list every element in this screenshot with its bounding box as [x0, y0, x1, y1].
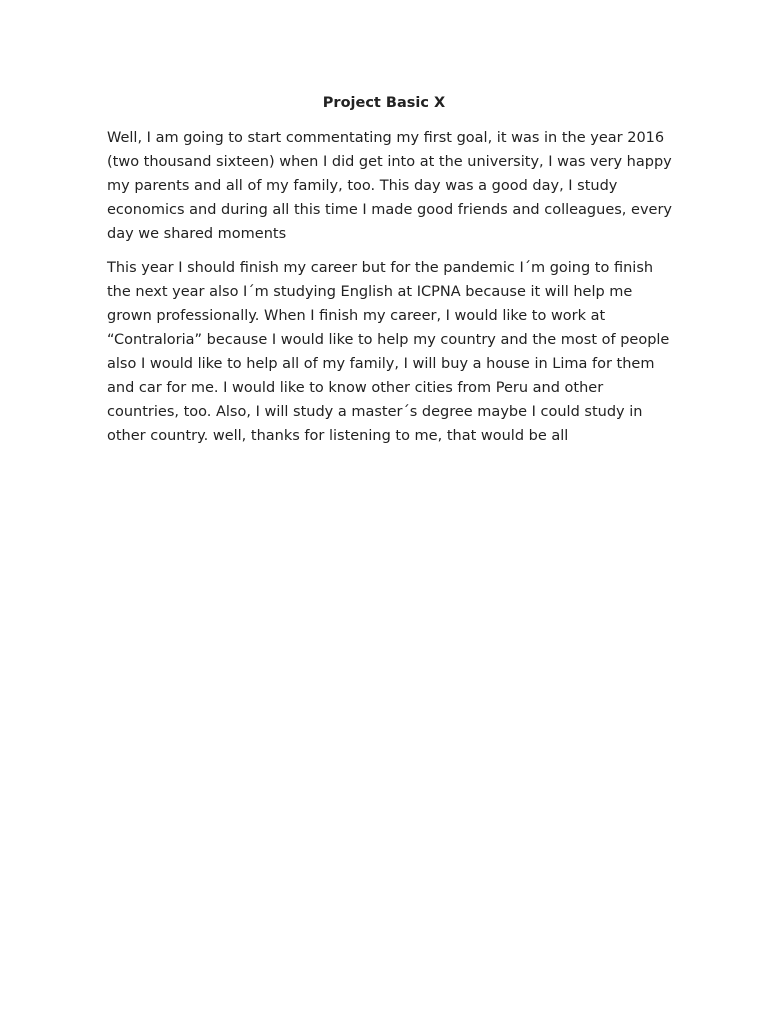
text-line: economics and during all this time I made good friends and colleagues, every [107, 202, 672, 218]
text-line: “Contraloria” because I would like to help my country and the most of people [107, 332, 670, 348]
text-line: my parents and all of my family, too. This day was a good day, I study [107, 178, 618, 194]
paragraph-first-goal [107, 126, 687, 246]
text-line: other country. well, thanks for listening to me, that would be all [107, 428, 569, 444]
document-body [107, 126, 687, 458]
text-line: and car for me. I would like to know other cities from Peru and other [107, 380, 604, 396]
text-line: Well, I am going to start commentating my first goal, it was in the year 2016 [107, 130, 665, 146]
text-line: This year I should finish my career but for the pandemic I´m going to finish [107, 260, 654, 276]
paragraph-future-plans [107, 256, 687, 448]
document-title: Project Basic X [322, 95, 446, 111]
text-line: the next year also I´m studying English at ICPNA because it will help me [107, 284, 633, 300]
text-line: day we shared moments [107, 226, 287, 242]
text-line: also I would like to help all of my family, I will buy a house in Lima for them [107, 356, 655, 372]
text-line: countries, too. Also, I will study a master´s degree maybe I could study in [107, 404, 643, 420]
text-line: grown professionally. When I finish my career, I would like to work at [107, 308, 606, 324]
text-line: (two thousand sixteen) when I did get into at the university, I was very happy [107, 154, 672, 170]
